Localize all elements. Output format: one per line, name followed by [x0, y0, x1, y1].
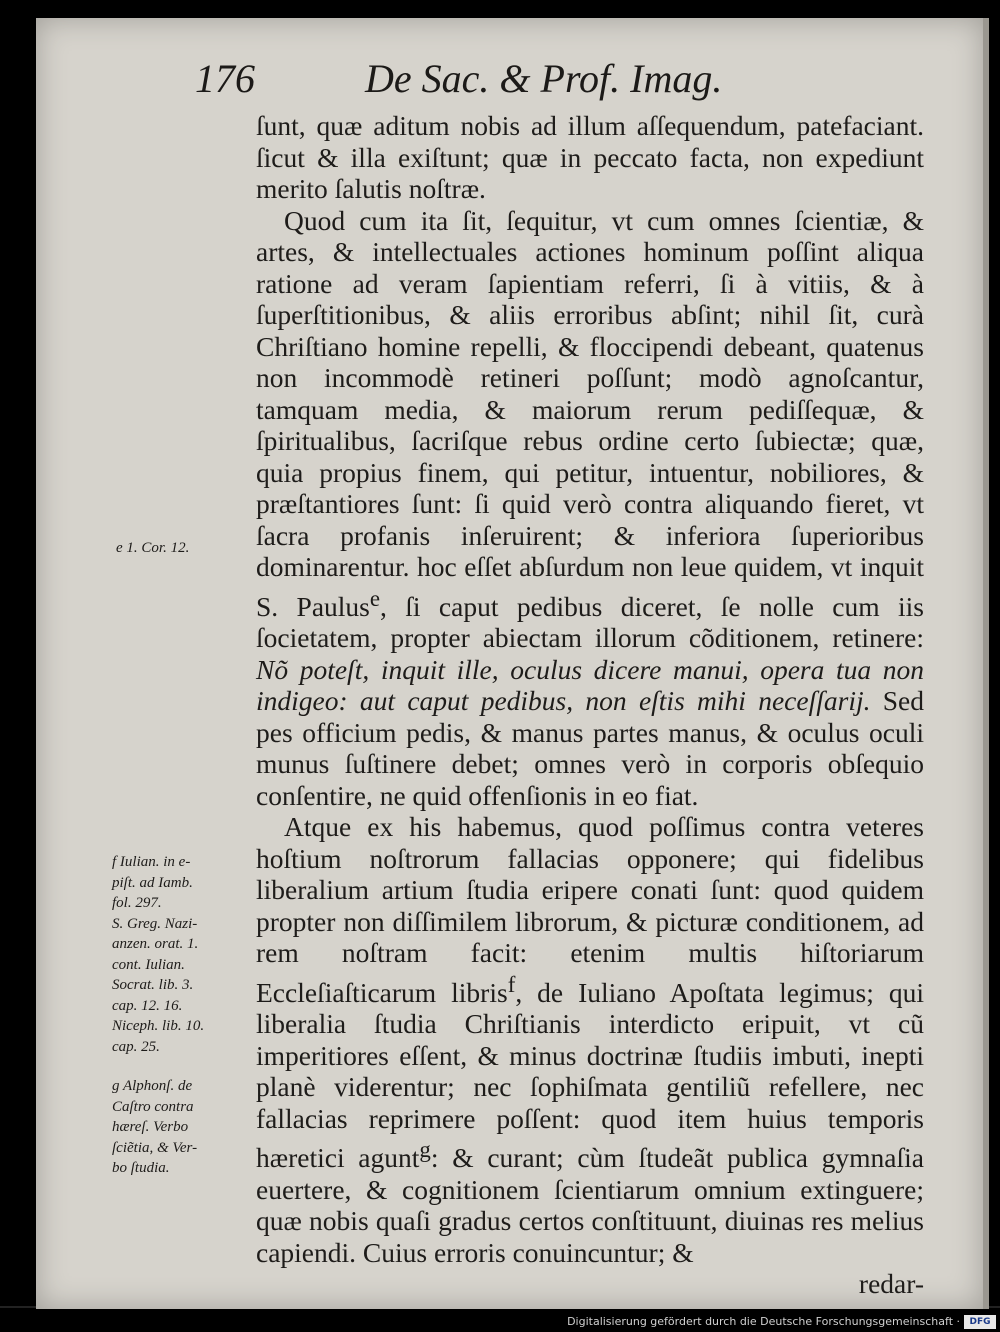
page-edge-shadow [983, 18, 989, 1309]
sidenote-g-line: bo ſtudia. [112, 1160, 170, 1176]
paragraph-2-text-c: Sed pes officium pedis, & manus partes manus, & oculus oculi munus ſuſtinere debet; omnes verò in corporis obſequio conſentire, ne quid offenſionis in eo fiat. [256, 685, 925, 811]
sidenote-f-line: f Iulian. in e- [112, 854, 191, 870]
dfg-logo-icon: DFG [964, 1315, 996, 1329]
sidenote-f [112, 852, 242, 1057]
sidenote-g [112, 1076, 242, 1179]
sidenote-f-line: fol. 297. [112, 895, 162, 911]
funding-notice: Digitalisierung gefördert durch die Deutsche Forschungsgemeinschaft · [567, 1315, 960, 1328]
sidenote-f-line: Socrat. lib. 3. [112, 977, 194, 993]
paragraph-2-text-b: , ſi caput pedibus diceret, ſe nolle cum iis ſocietatem, propter abiectam illorum cõditionem, retinere: [256, 590, 924, 654]
paragraph-3 [256, 811, 924, 1268]
running-head [195, 55, 755, 105]
paragraph-1: ſunt, quæ aditum nobis ad illum aſſequendum, patefaciant. ſicut & illa exiſtunt; quæ in peccato facta, non expediunt merito ſalutis noſtræ. [256, 110, 924, 204]
sidenote-f-line: piſt. ad Iamb. [112, 874, 193, 891]
note-marker-g: g [419, 1137, 431, 1163]
paragraph-2 [256, 205, 924, 812]
note-marker-e: e [369, 585, 381, 611]
footer-bar [0, 1314, 1000, 1332]
sidenote-g-line: hæreſ. Verbo [112, 1119, 189, 1135]
main-text-block [256, 110, 924, 1300]
sidenote-g-line: g Alphonſ. de [112, 1078, 193, 1094]
sidenote-f-line: Niceph. lib. 10. [112, 1018, 205, 1034]
paragraph-2-text-a: Quod cum ita ſit, ſequitur, vt cum omnes ſcientiæ, & artes, & intellectuales actiones hominum poſſint aliqua ratione ad veram ſapientiam referri, ſi à vitiis, & à ſuperſtitionibus, & aliis erroribus abſint; nihil ſit, curà Chriſtiano homine repelli, & floccipendi debeant, quatenus non incommodè retineri poſſunt; modò agnoſcantur, tamquam media, & maiorum rerum pediſſequæ, & ſpiritualibus, ſacriſque rebus ordine certo ſubiectæ; quæ, quia propius finem, qui petitur, intuentur, nobiliores, & præſtantiores ſunt: ſi quid verò contra aliquando fieret, vt ſacra profanis inſeruirent; & inferiora ſuperioribus dominarentur. hoc eſſet abſurdum non leue quidem, vt inquit S. Paulus [256, 204, 924, 622]
sidenote-f-line: anzen. orat. 1. [112, 936, 199, 952]
sidenote-g-line: Caſtro contra [112, 1098, 194, 1115]
catchword: redar- [858, 1268, 924, 1300]
scripture-quote: Nõ poteſt, inquit ille, oculus dicere manui, opera tua non indigeo: aut caput pedibus, non eſtis mihi neceſſarij. [256, 653, 924, 717]
paragraph-3-text-c: : & curant; cùm ſtudeãt publica gymnaſia euertere, & cognitionem ſcientiarum omnium extinguere; quæ nobis quaſi gradus certos conſtituunt, diuinas res melius capiendi. Cuius erroris conuincuntur; & [256, 1142, 924, 1268]
sidenote-e: e 1. Cor. 12. [116, 540, 190, 556]
running-title: De Sac. & Prof. Imag. [365, 56, 723, 101]
paragraph-3-text-b: , de Iuliano Apoſtata legimus; qui liberalia ſtudia Chriſtianis interdicto eripuit, vt cũ imperitiores eſſent, & minus doctrinæ ſtudiis imbuti, inepti planè viderentur; nec ſophiſmata gentiliũ refellere, nec fallacias reprimere poſſent: quod item huius temporis hæretici agunt [256, 976, 924, 1174]
sidenote-g-line: ſciẽtia, & Ver- [112, 1139, 198, 1156]
sidenote-f-line: cap. 12. 16. [112, 997, 183, 1014]
note-marker-f: f [507, 971, 516, 997]
sidenote-f-line: S. Greg. Nazi- [112, 915, 198, 932]
page-number: 176 [195, 56, 255, 101]
sidenote-f-line: cap. 25. [112, 1038, 160, 1055]
paragraph-3-text-a: Atque ex his habemus, quod poſſimus contra veteres hoſtium noſtrorum fallacias opponere; qui fidelibus liberalium artium ſtudia eripere conati ſunt: quod quidem propter non diſſimilem librorum, & picturæ conditionem, ad rem noſtram facit: etenim multis hiſtoriarum Eccleſiaſticarum libris [256, 811, 924, 1008]
sidenote-f-line: cont. Iulian. [112, 956, 185, 973]
